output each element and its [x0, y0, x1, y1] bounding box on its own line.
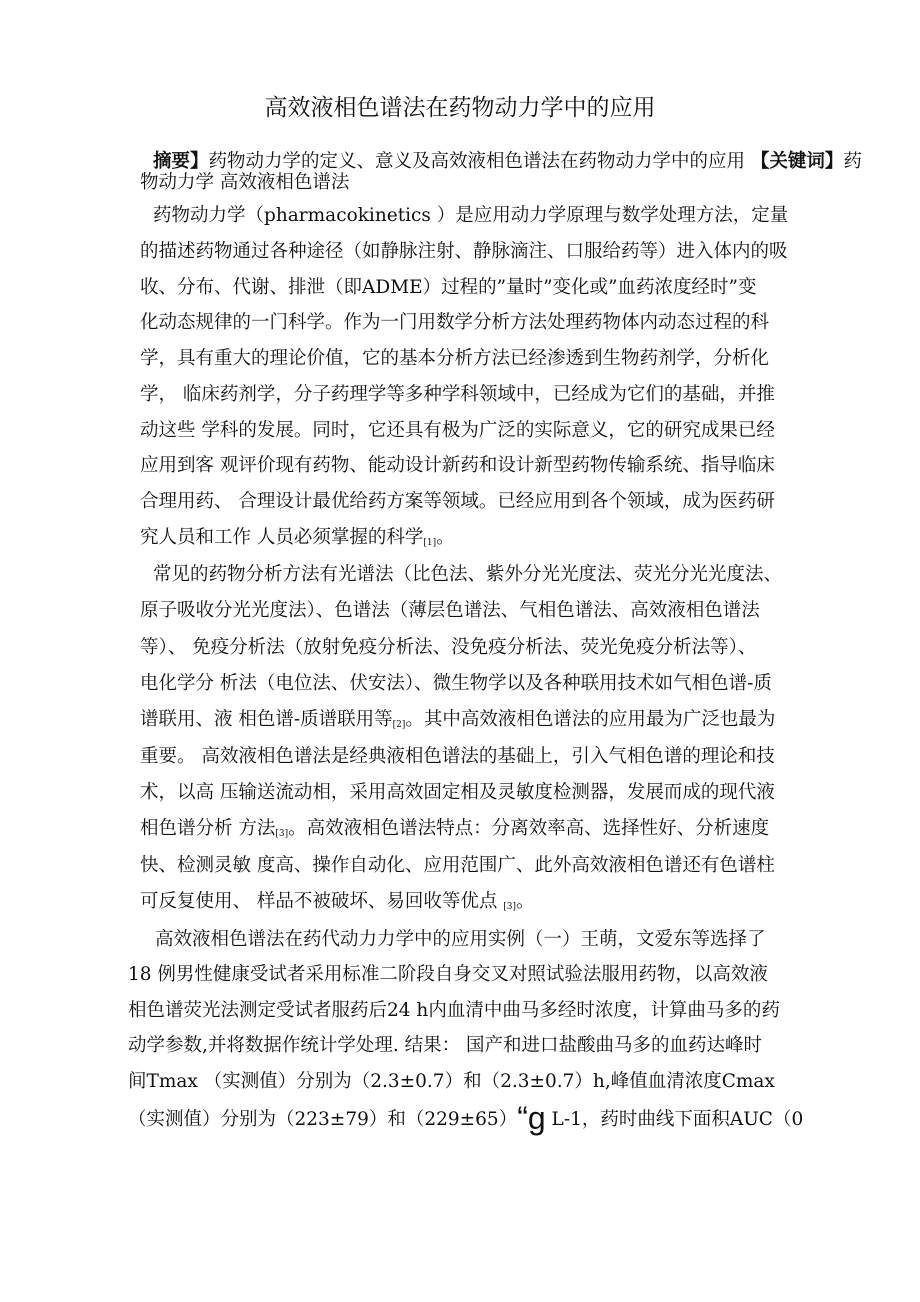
abstract-text: 药物动力学的定义、意义及高效液相色谱法在药物动力学中的应用 [208, 151, 751, 172]
text-line: 原子吸收分光光度法）、色谱法（薄层色谱法、气相色谱法、高效液相色谱法 [140, 600, 760, 621]
text-line: 高效液相色谱法在药代动力力学中的应用实例（一）王萌，文爱东等选择了 [155, 929, 766, 950]
document-title: 高效液相色谱法在药物动力学中的应用 [264, 95, 656, 121]
text-line: 化动态规律的一门科学。作为一门用数学分析方法处理药物体内动态过程的科 [140, 312, 770, 333]
citation-ref: [3] [503, 902, 517, 912]
citation-ref: [2] [392, 720, 406, 730]
keywords-text: 药 [843, 151, 862, 172]
text-span: 谱联用、液 相色谱-质谱联用等 [140, 709, 393, 730]
text-line: 术，以高 压输送流动相，采用高效固定相及灵敏度检测器，发展而成的现代液 [140, 782, 775, 803]
text-line [128, 1100, 804, 1136]
text-span: （实测值）分别为（223±79）和（229±65） [128, 1109, 518, 1130]
abstract-label: 摘要】 [153, 151, 209, 172]
text-line: 学， 临床药剂学，分子药理学等多种学科领域中，已经成为它们的基础，并推 [140, 384, 775, 405]
abstract-line-2: 物动力学 高效液相色谱法 [140, 172, 350, 193]
text-line: 学，具有重大的理论价值，它的基本分析方法已经渗透到生物药剂学，分析化 [140, 348, 770, 369]
text-span: L-1，药时曲线下面积AUC（0 [545, 1109, 804, 1130]
text-line: 快、检测灵敏 度高、操作自动化、应用范围广、此外高效液相色谱还有色谱柱 [140, 855, 775, 876]
text-line: 18 例男性健康受试者采用标准二阶段自身交叉对照试验法服用药物，以高效液 [128, 964, 768, 985]
text-span: 究人员和工作 人员必须掌握的科学 [140, 527, 424, 548]
text-line [140, 526, 455, 555]
text-span: 。 [436, 527, 455, 548]
text-span: 相色谱分析 方法 [140, 818, 276, 839]
mu-glyph: “g [517, 1100, 546, 1136]
text-line: 等）、 免疫分析法（放射免疫分析法、没免疫分析法、荧光免疫分析法等）、 [140, 637, 757, 658]
citation-ref: [1] [423, 538, 437, 548]
text-line: 间Tmax （实测值）分别为（2.3±0.7）和（2.3±0.7）h,峰值血清浓度Cmax [128, 1071, 775, 1092]
keywords-label: 【关键词】 [750, 151, 844, 172]
text-line [140, 817, 769, 846]
text-line: 的描述药物通过各种途径（如静脉注射、静脉滴注、口服给药等）进入体内的吸 [140, 241, 788, 262]
text-line: 应用到客 观评价现有药物、能动设计新药和设计新型药物传输系统、指导临床 [140, 455, 775, 476]
text-line: 重要。 高效液相色谱法是经典液相色谱法的基础上，引入气相色谱的理论和技 [140, 746, 775, 767]
citation-ref: [3] [275, 829, 289, 839]
text-span: 可反复使用、 样品不被破坏、易回收等优点 [140, 891, 504, 912]
text-line: 药物动力学（pharmacokinetics ）是应用动力学原理与数学处理方法，定量 [153, 205, 789, 226]
text-line: 收、分布、代谢、排泄（即ADME）过程的”量时”变化或”血药浓度经时”变 [140, 277, 757, 298]
text-line: 动这些 学科的发展。同时，它还具有极为广泛的实际意义，它的研究成果已经 [140, 420, 775, 441]
text-span: 。 [516, 891, 535, 912]
text-line: 电化学分 析法（电位法、伏安法）、微生物学以及各种联用技术如气相色谱-质 [140, 673, 772, 694]
text-line [140, 890, 535, 919]
text-span: 。高效液相色谱法特点：分离效率高、选择性好、分析速度 [288, 818, 770, 839]
text-span: 。其中高效液相色谱法的应用最为广泛也最为 [405, 709, 776, 730]
text-line [140, 708, 775, 737]
text-line: 动学参数,并将数据作统计学处理. 结果： 国产和进口盐酸曲马多的血药达峰时 [128, 1035, 763, 1056]
text-line: 相色谱荧光法测定受试者服药后24 h内血清中曲马多经时浓度，计算曲马多的药 [128, 1000, 780, 1021]
text-line: 常见的药物分析方法有光谱法（比色法、紫外分光光度法、荧光分光光度法、 [153, 564, 783, 585]
text-line: 合理用药、 合理设计最优给药方案等领域。已经应用到各个领域，成为医药研 [140, 491, 775, 512]
